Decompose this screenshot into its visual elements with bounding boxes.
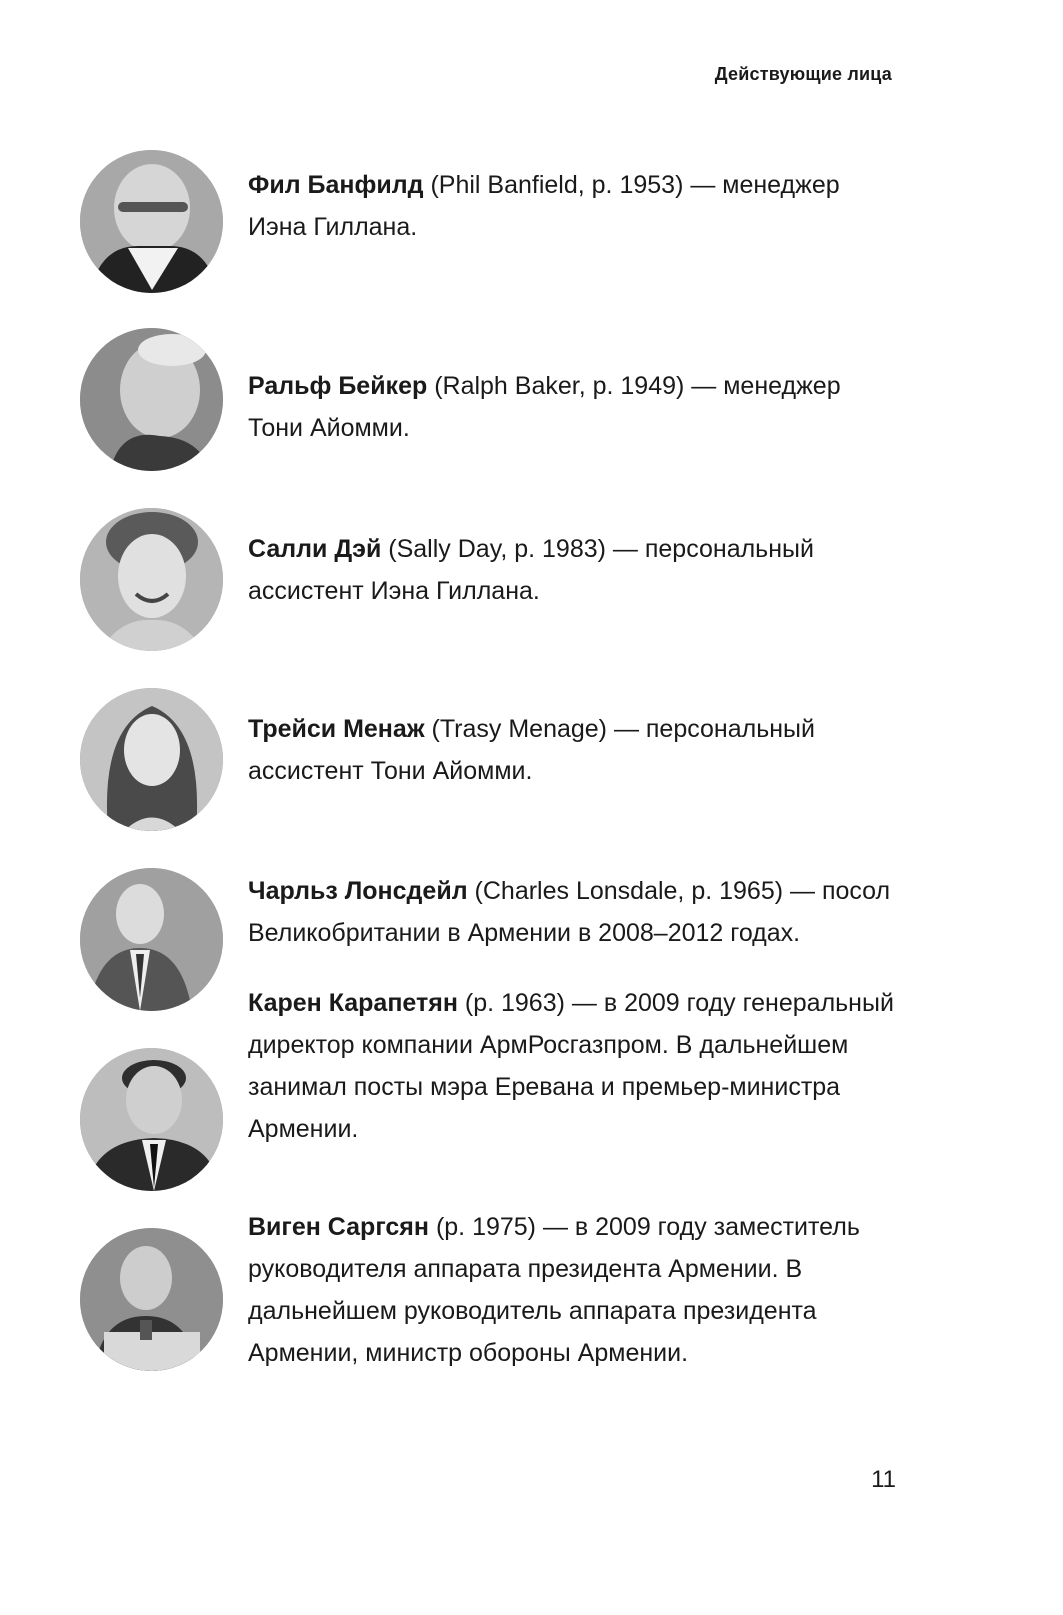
entry-text [248, 870, 896, 954]
running-title: Действующие лица [714, 64, 892, 84]
portrait-baker [80, 328, 223, 471]
portrait-baker-image [80, 328, 223, 471]
portrait-karapetyan [80, 1048, 223, 1191]
portrait-karapetyan-image [80, 1048, 223, 1191]
person-description: (р. 1963) — в 2009 году генеральный директор компании АрмРосгазпром. В дальнейшем занимал посты мэра Еревана и премьер-министра Армении. [248, 989, 894, 1143]
person-description: (Charles Lonsdale, р. 1965) — посол Великобритании в Армении в 2008–2012 годах. [248, 877, 891, 947]
person-name: Виген Саргсян [248, 1213, 429, 1241]
entry-text [248, 708, 896, 792]
entry-text [248, 164, 896, 248]
entry-text [248, 982, 896, 1150]
person-description: (Trasy Menage) — персональный ассистент Тони Айомми. [248, 715, 815, 785]
person-name: Салли Дэй [248, 535, 382, 563]
person-name: Ральф Бейкер [248, 372, 428, 400]
portrait-banfield-image [80, 150, 223, 293]
page-number: 11 [871, 1466, 896, 1493]
portrait-sargsyan-image [80, 1228, 223, 1371]
portrait-sargsyan [80, 1228, 223, 1371]
person-name: Трейси Менаж [248, 715, 425, 743]
entry-text [248, 365, 896, 449]
entry-text [248, 528, 896, 612]
portrait-banfield [80, 150, 223, 293]
person-name: Чарльз Лонсдейл [248, 877, 468, 905]
person-description: (Ralph Baker, р. 1949) — менеджер Тони Айомми. [248, 372, 841, 442]
person-description: (р. 1975) — в 2009 году заместитель руководителя аппарата президента Армении. В дальнейшем руководитель аппарата президента Армении, министр обороны Армении. [248, 1213, 860, 1367]
person-description: (Sally Day, р. 1983) — персональный ассистент Иэна Гиллана. [248, 535, 814, 605]
person-description: (Phil Banfield, р. 1953) — менеджер Иэна Гиллана. [248, 171, 840, 241]
entry-text [248, 1206, 896, 1374]
person-name: Фил Банфилд [248, 171, 424, 199]
portrait-menage-image [80, 688, 223, 831]
portrait-menage [80, 688, 223, 831]
portrait-lonsdale [80, 868, 223, 1011]
person-name: Карен Карапетян [248, 989, 458, 1017]
portrait-lonsdale-image [80, 868, 223, 1011]
portrait-day-image [80, 508, 223, 651]
portrait-day [80, 508, 223, 651]
